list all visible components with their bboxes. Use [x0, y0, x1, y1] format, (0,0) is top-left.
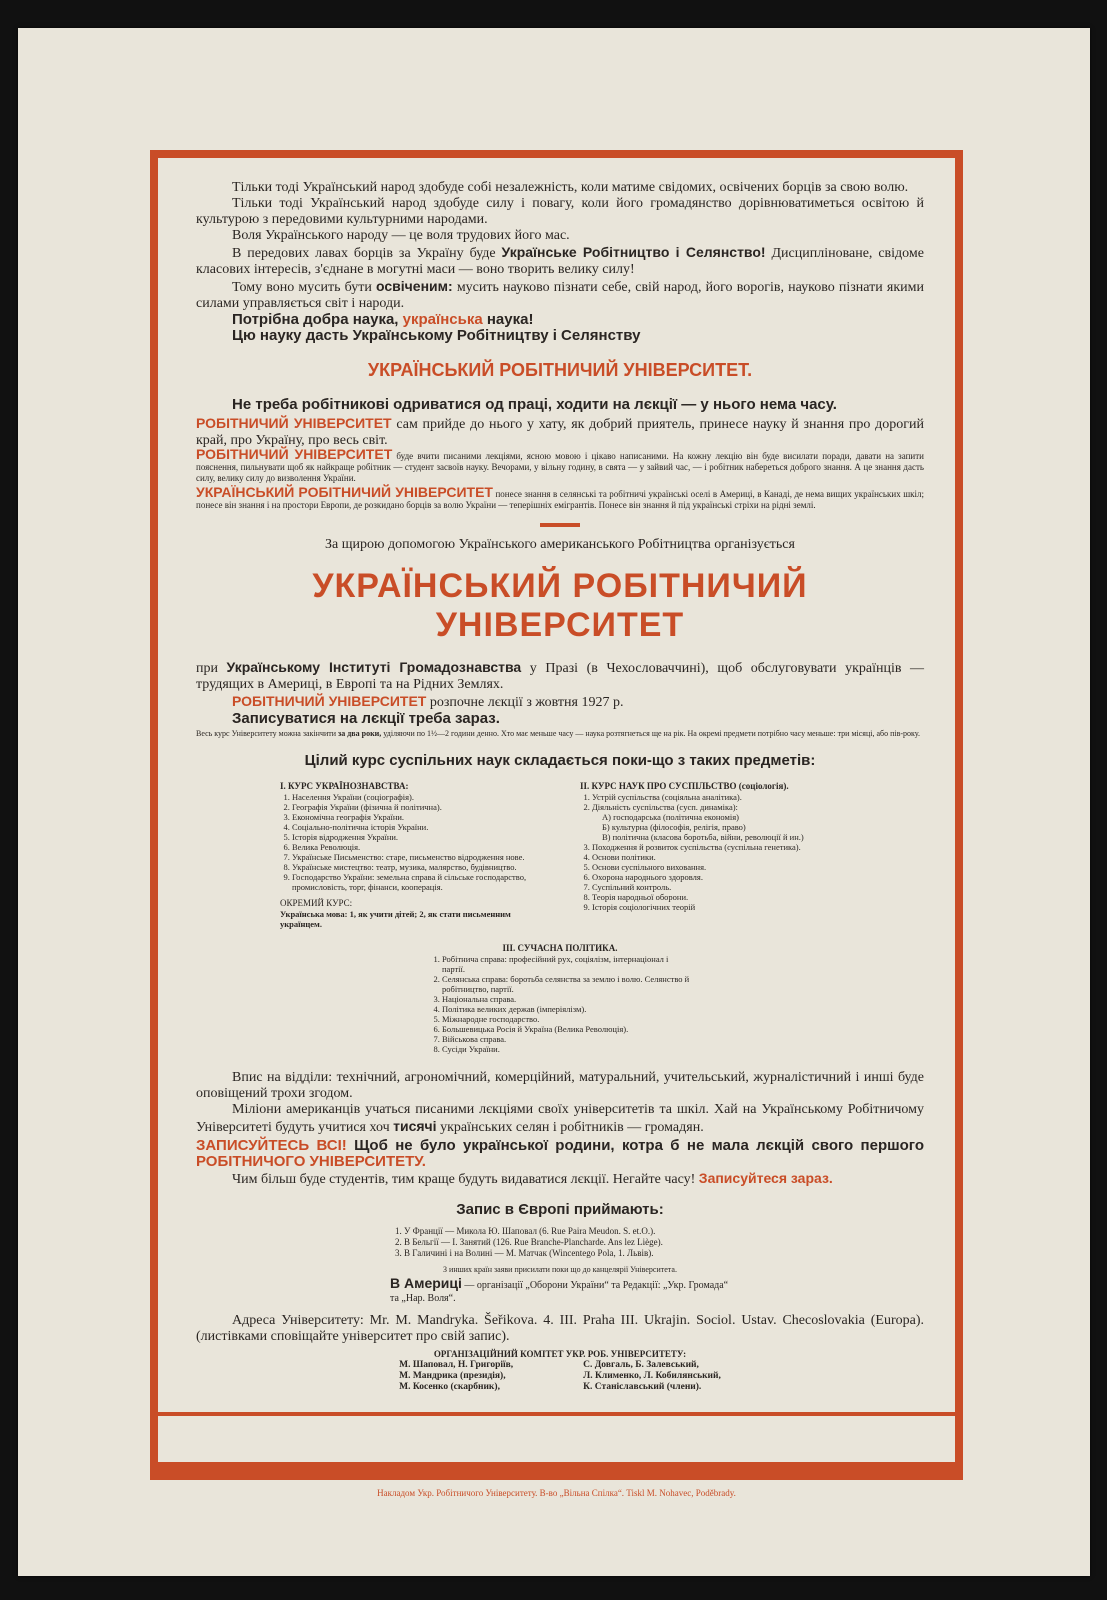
workers-paragraph: В передових лавах борців за Україну буде Українське Робітництво і Селянство! Дисципліноване, свідоме класових інтересів, з'єднане в могутні маси — воно творить велику силу! [196, 244, 924, 277]
give-science-line: Цю науку дасть Українському Робітництву і Селянству [232, 327, 641, 344]
main-title: УКРАЇНСЬКИЙ РОБІТНИЧИЙ УНІВЕРСИТЕТ [312, 567, 808, 644]
educated-paragraph: Тому воно мусить бути освіченим: мусить науково пізнати себе, свій народ, його ворогів, науково пізнати якими силами управляється світ і народи. [196, 278, 924, 311]
enroll-line: Записуватися на лєкції треба зараз. [232, 710, 500, 727]
organized-line: За щирою допомогою Українського американського Робітництва організується [325, 537, 795, 552]
course-list [280, 792, 540, 892]
signup-paragraph: ЗАПИСУЙТЕСЬ ВСІ! Щоб не було української родини, котра б не мала лєкцій свого першого РОБІТНИЧОГО УНІВЕРСИТЕТУ. [196, 1137, 924, 1170]
no-need-line: Не треба робітникові одриватися од праці, ходити на лєкції — у нього нема часу. [232, 396, 837, 413]
list-item: 8. Теорія народньої оборони. [592, 892, 840, 902]
course-duration-note: Весь курс Університету можна закінчити за два роки, уділяючи по 1½—2 години денно. Хто має меньше часу — наука розтягнеться ще на рік. На окремі предмети потрібно часу меньше: три місяці, або пів-року. [196, 729, 921, 738]
list-item: 3. Національна справа. [442, 994, 690, 1004]
list-item: 2. Селянська справа: боротьба селянства за землю і волю. Селянство й робітництво, партії. [442, 974, 690, 994]
list-item: 3. Економічна географія України. [292, 812, 540, 822]
institute-paragraph: при Українському Інституті Громадознавства у Празі (в Чехословаччині), щоб обслуговувати українців — трудящих в Америці, в Европі та на Рідних Землях. [196, 659, 925, 692]
list-item: 6. Велика Революція. [292, 842, 540, 852]
intro-paragraph: Тільки тоді Український народ здобуде силу і повагу, коли його громадянство дорівнюватиметься освітою й культурою з передовими культурними народами. [196, 196, 924, 227]
list-item: 1. Устрій суспільства (соціяльна аналітика). [592, 792, 840, 802]
sociology-column [580, 781, 840, 929]
separate-course-title: ОКРЕМИЙ КУРС: [280, 898, 353, 908]
committee-title: ОРГАНІЗАЦІЙНИЙ КОМІТЕТ УКР. РОБ. УНІВЕРСИТЕТУ: [433, 1349, 687, 1359]
list-item: 2. В Бельгії — І. Занятий (126. Rue Branche-Plancharde. Ans lez Liège). [395, 1237, 663, 1247]
column-title: І. КУРС УКРАЇНОЗНАВСТВА: [280, 781, 409, 791]
committee-right: С. Довгаль, Б. Залевський, Л. Клименко, Л. Кобилянський, К. Станіславський (члени). [583, 1360, 721, 1392]
list-subitem: А) господарська (політична економія) [602, 812, 739, 822]
list-item: 1. Населення України (соціографія). [292, 792, 540, 802]
politics-column [430, 943, 690, 1054]
more-students-line: Чим більш буде студентів, тим краще будуть видаватися лєкції. Негайте часу! Записуйтеся зараз. [232, 1170, 833, 1187]
course-title: Цілий курс суспільних наук складається поки-що з таких предметів: [304, 752, 816, 769]
intro-paragraph: Тільки тоді Український народ здобуде собі незалежність, коли матиме свідомих, освічених борців за свою волю. [232, 180, 909, 195]
other-countries-line: З инших країн заяви присилати поки що до канцелярії Університета. [443, 1265, 677, 1274]
course-list [430, 954, 690, 1054]
list-item: 2. Географія України (фізична й політична). [292, 802, 540, 812]
printer-footer: Накладом Укр. Робітничого Університету. В-во „Вільна Спілка“. Tiskl M. Nohavec, Poděbrady. [377, 1488, 736, 1498]
list-item: 1. У Франції — Микола Ю. Шаповал (6. Rue Paira Meudon. S. et.O.). [395, 1226, 656, 1236]
list-item: 3. В Галичині і на Волині — М. Матчак (Wincentego Pola, 1. Львів). [395, 1248, 654, 1258]
section-divider [540, 523, 580, 527]
list-subitem: Б) культурна (філософія, релігія, право) [602, 822, 746, 832]
list-item: 8. Сусіди України. [442, 1044, 690, 1054]
list-item: 8. Українське мистецтво: театр, музика, малярство, будівництво. [292, 862, 540, 872]
departments-paragraph: Впис на відділи: технічний, агрономічний, комерційний, матуральний, учительський, журналістичний і инші буде оповіщений трохи згодом. [196, 1070, 924, 1101]
start-date-line: РОБІТНИЧИЙ УНІВЕРСИТЕТ розпочне лєкції з жовтня 1927 р. [232, 693, 624, 710]
r1-paragraph: РОБІТНИЧИЙ УНІВЕРСИТЕТ сам прийде до нього у хату, як добрий приятель, принесе науку й знання про дорогий край, про Україну, про весь світ. [196, 415, 924, 448]
europe-list [395, 1226, 725, 1259]
millions-paragraph: Міліони американців учаться писаними лєкціями своїх університетів та шкіл. Хай на Українському Робітничому Університеті будуть учитися хоч тисячі українських селян і робітників — громадян. [196, 1102, 924, 1135]
frame-bottom-line [150, 1412, 963, 1416]
europe-title: Запис в Європі приймають: [456, 1201, 664, 1218]
list-item: 7. Українське Письменство: старе, письменство відродження нове. [292, 852, 540, 862]
course-list [580, 792, 840, 912]
list-item: 7. Військова справа. [442, 1034, 690, 1044]
frame-top-border [150, 150, 963, 158]
list-item: 9. Господарство України: земельна справа й сільське господарство, промисловість, торг, фінанси, кооперація. [292, 872, 540, 892]
list-item: 4. Основи політики. [592, 852, 840, 862]
committee-members [196, 1360, 924, 1393]
intro-paragraph: Воля Українського народу — це воля трудових його мас. [232, 228, 570, 243]
america-line: В Америці — організації „Оборони України“ та Редакції: „Укр. Громада“ та „Нар. Воля“. [390, 1275, 729, 1304]
list-item: 9. Історія соціологічних теорій [592, 902, 840, 912]
list-item: 5. Основи суспільного виховання. [592, 862, 840, 872]
committee-left: М. Шаповал, Н. Григоріїв, М. Мандрика (президія), М. Косенко (скарбник), [399, 1360, 514, 1392]
list-item: 5. Історія відродження України. [292, 832, 540, 842]
list-item: 4. Соціально-політична історія України. [292, 822, 540, 832]
column-title: ІІІ. СУЧАСНА ПОЛІТИКА. [502, 943, 618, 953]
frame-right-border [955, 150, 963, 1480]
list-item: 6. Охорона народнього здоровля. [592, 872, 840, 882]
ukrainian-studies-column [280, 781, 540, 929]
address-paragraph: Адреса Університету: Mr. M. Mandryka. Šeřikova. 4. III. Praha III. Ukrajin. Sociol. Ustav. Checoslovakia (Europa). (листівками сповіщайте університет про свій запис). [196, 1313, 924, 1344]
r2-paragraph: РОБІТНИЧИЙ УНІВЕРСИТЕТ буде вчити писаними лекціями, ясною мовою і цікаво написаними. На кожну лекцію він буде висилати поради, давати на запити пояснення, пильнувати щоб як найкраще робітник — студент засвоїв науку. Вечорами, у вільну годину, в свята — у зайвий час, — і робітник набереться доброго знання. А це знання дасть силу, велику силу до визволення України. [196, 446, 924, 483]
separate-course-text: Українська мова: 1, як учити дітей; 2, як стати письменним українцем. [280, 909, 511, 929]
list-item: 6. Большевицька Росія й Україна (Велика Революція). [442, 1024, 690, 1034]
column-title: II. КУРС НАУК ПРО СУСПІЛЬСТВО (соціологія). [580, 781, 789, 791]
course-columns [280, 781, 840, 929]
list-item: 3. Походження й розвиток суспільства (суспільна генетика). [592, 842, 840, 852]
poster-content [196, 180, 924, 1393]
list-item: 7. Суспільний контроль. [592, 882, 840, 892]
list-subitem: В) політична (класова боротьба, війни, революції й ин.) [602, 832, 804, 842]
list-item: 1. Робітнича справа: професійний рух, соціялізм, інтернаціонал і партії. [442, 954, 690, 974]
university-heading: УКРАЇНСЬКИЙ РОБІТНИЧИЙ УНІВЕРСИТЕТ. [367, 360, 753, 380]
list-item: 4. Політика великих держав (імперіялізм). [442, 1004, 690, 1014]
list-item: 2. Діяльність суспільства (cусп. динаміка): А) господарська (політична економія) Б) культурна (філософія, релігія, право) В) політична (класова боротьба, війни, революції й ин.) [592, 802, 840, 842]
need-science-line: Потрібна добра наука, українська наука! [232, 311, 534, 328]
r3-paragraph: УКРАЇНСЬКИЙ РОБІТНИЧИЙ УНІВЕРСИТЕТ понесе знання в селянські та робітничі українські оселі в Америці, в Канаді, де нема вищих українських шкіл; понесе він знання і на простори Европи, де розкидано борців за волю України — теперішніх емігрантів. Понесе він знання й під українські стріхи на рідні землі. [196, 484, 924, 510]
frame-bottom-border [150, 1462, 963, 1480]
frame-left-border [150, 150, 158, 1480]
list-item: 5. Міжнародне господарство. [442, 1014, 690, 1024]
